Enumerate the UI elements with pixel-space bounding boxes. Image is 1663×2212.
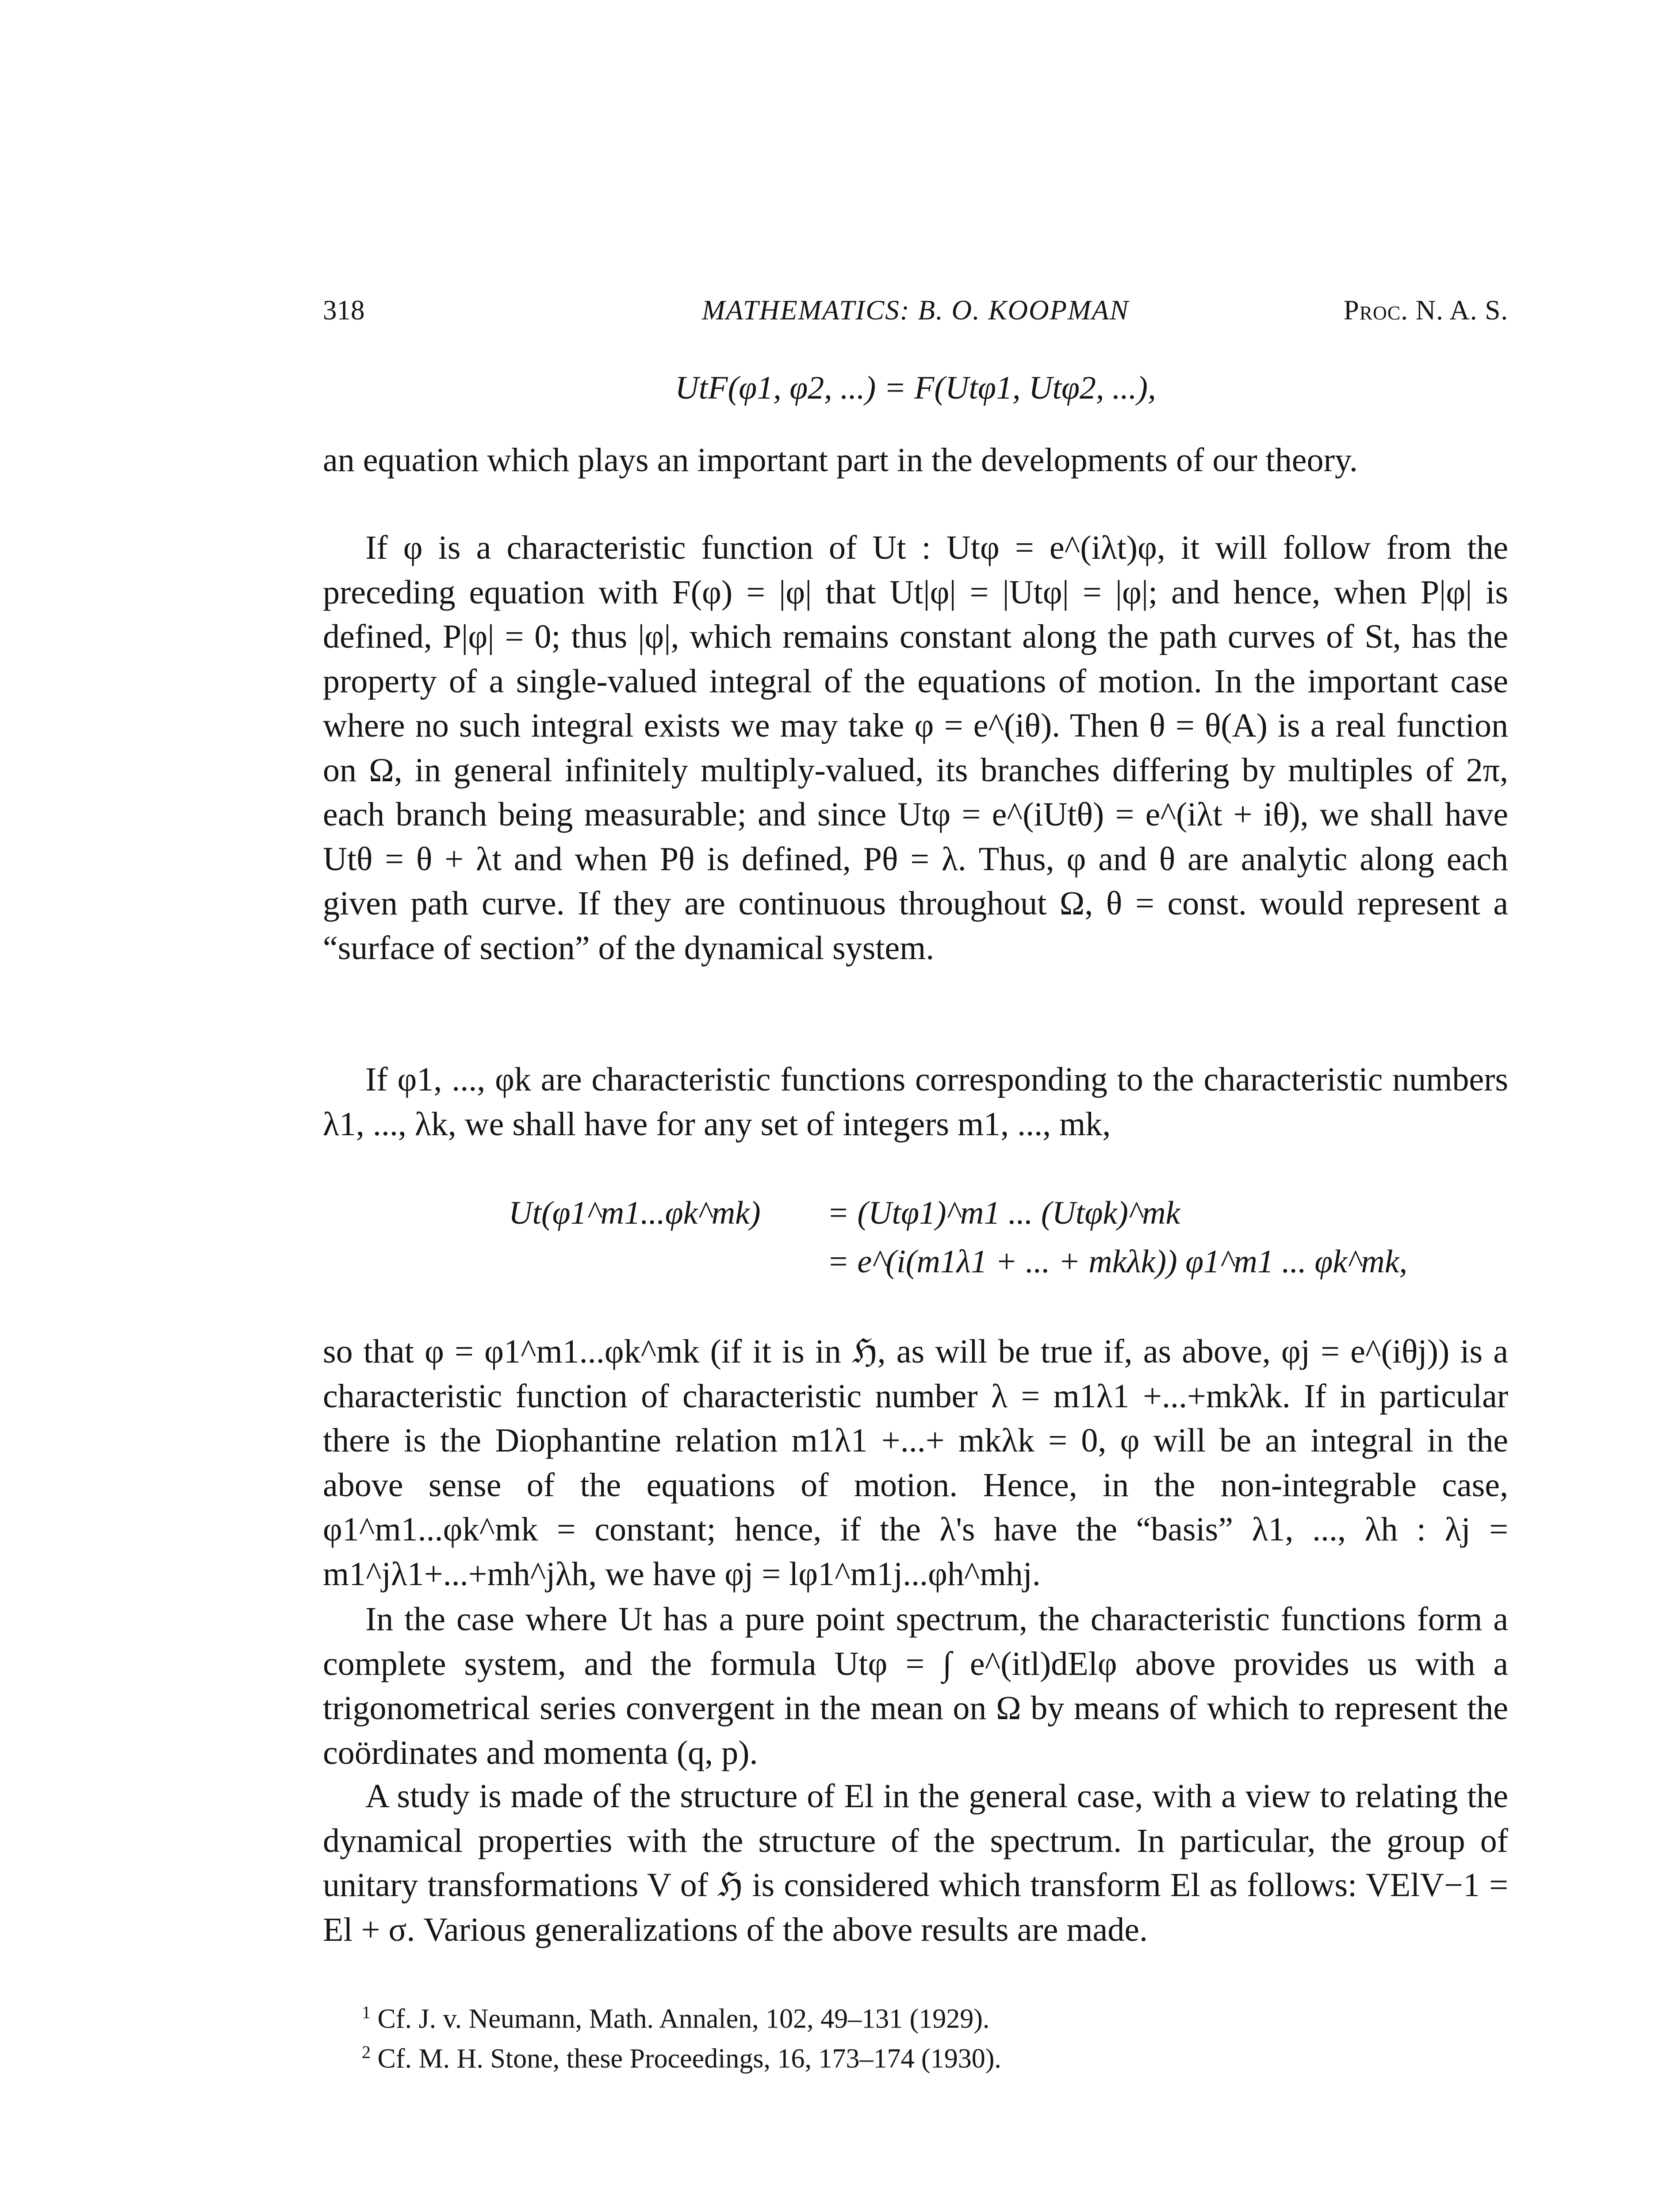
display-eq-line1: = (Utφ1)^m1 ... (Utφk)^mk <box>827 1195 1180 1231</box>
paragraph-1: an equation which plays an important part in the developments of our theory. <box>323 442 1358 479</box>
paragraph-5: In the case where Ut has a pure point spectrum, the characteristic functions form a complete system, and the formula Utφ = ∫ e^(itl)dElφ above provides us with a trigonometrical series convergent in the mean on Ω by means of which to represent the coördinates and momenta (q, p). <box>323 1601 1508 1771</box>
running-title: MATHEMATICS: B. O. KOOPMAN <box>702 295 1129 326</box>
display-eq-line2: = e^(i(m1λ1 + ... + mkλk)) φ1^m1 ... φk^mk, <box>827 1244 1408 1280</box>
footnote-1 <box>362 2002 989 2035</box>
display-eq-lhs: Ut(φ1^m1...φk^mk) <box>509 1195 761 1231</box>
footnote-1-text: Cf. J. v. Neumann, Math. Annalen, 102, 49–131 (1929). <box>377 2004 990 2034</box>
footnote-2 <box>362 2042 1001 2075</box>
footnote-2-text: Cf. M. H. Stone, these Proceedings, 16, 173–174 (1930). <box>377 2043 1001 2074</box>
paragraph-6: A study is made of the structure of El in the general case, with a view to relating the dynamical properties with the structure of the spectrum. In particular, the group of unitary transformations V of ℌ is considered which transform El as follows: VElV−1 = El + σ. Various generalizations of the above results are made. <box>323 1778 1508 1948</box>
footnote-1-mark: 1 <box>362 2002 371 2022</box>
equation-top: UtF(φ1, φ2, ...) = F(Utφ1, Utφ2, ...), <box>675 370 1156 406</box>
page-number: 318 <box>323 295 365 326</box>
journal-name: Proc. N. A. S. <box>1343 295 1508 326</box>
footnote-2-mark: 2 <box>362 2042 371 2062</box>
paragraph-3: If φ1, ..., φk are characteristic functions corresponding to the characteristic numbers λ1, ..., λk, we shall have for any set of integers m1, ..., mk, <box>323 1061 1508 1143</box>
paragraph-4: so that φ = φ1^m1...φk^mk (if it is in ℌ, as will be true if, as above, φj = e^(iθj)) is a characteristic function of characteristic number λ = m1λ1 +...+mkλk. If in particular there is the Diophantine relation m1λ1 +...+ mkλk = 0, φ will be an integral in the above sense of the equations of motion. Hence, in the non-integrable case, φ1^m1...φk^mk = constant; hence, if the λ's have the “basis” λ1, ..., λh : λj = m1^jλ1+...+mh^jλh, we have φj = lφ1^m1j...φh^mhj. <box>323 1333 1508 1593</box>
paragraph-2: If φ is a characteristic function of Ut : Utφ = e^(iλt)φ, it will follow from the preceding equation with F(φ) = |φ| that Ut|φ| = |Utφ| = |φ|; and hence, when P|φ| is defined, P|φ| = 0; thus |φ|, which remains constant along the path curves of St, has the property of a single-valued integral of the equations of motion. In the important case where no such integral exists we may take φ = e^(iθ). Then θ = θ(A) is a real function on Ω, in general infinitely multiply-valued, its branches differing by multiples of 2π, each branch being measurable; and since Utφ = e^(iUtθ) = e^(iλt + iθ), we shall have Utθ = θ + λt and when Pθ is defined, Pθ = λ. Thus, φ and θ are analytic along each given path curve. If they are continuous throughout Ω, θ = const. would represent a “surface of section” of the dynamical system. <box>323 529 1508 967</box>
running-header <box>323 294 1508 334</box>
